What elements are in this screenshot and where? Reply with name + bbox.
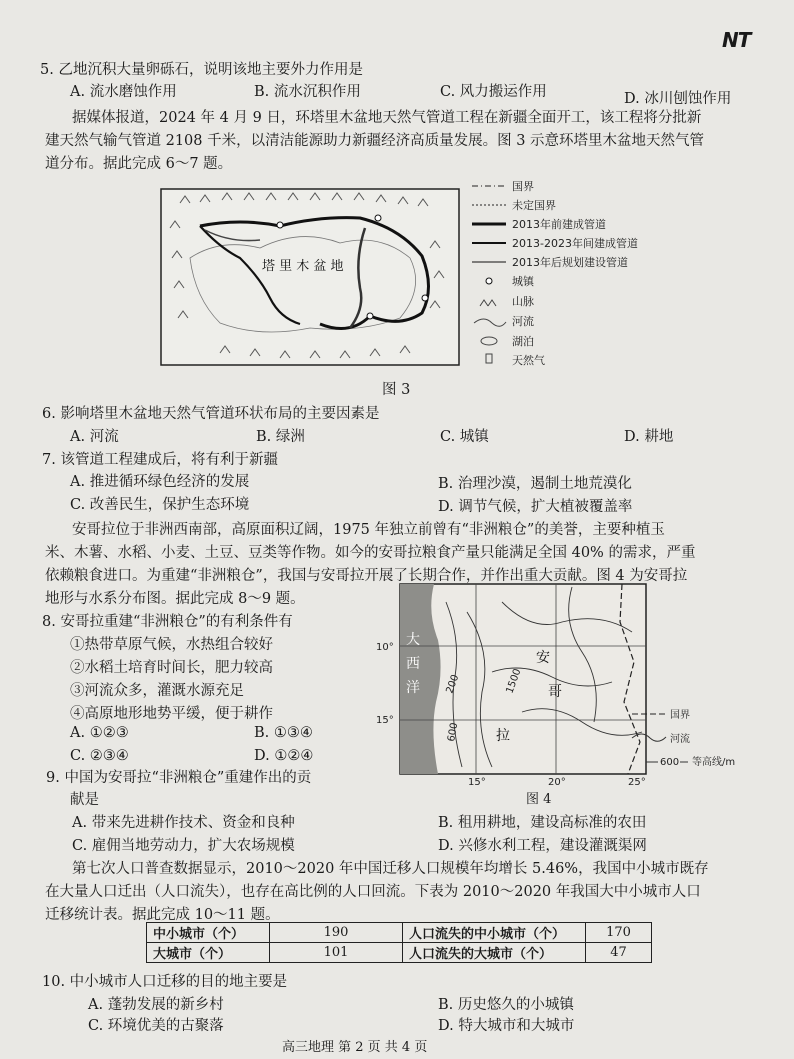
table-cell-label: 人口流失的中小城市（个）	[403, 923, 586, 943]
intro-10-11-line-2: 在大量人口迁出（人口流失），也存在高比例的人口回流。下表为 2010～2020 年我国大中小城市人口	[45, 884, 701, 900]
lat-10-label: 10°	[376, 642, 394, 653]
legend-river-label: 河流	[512, 315, 534, 328]
question-8-stem: 8. 安哥拉重建“非洲粮仓”的有利条件有	[42, 614, 293, 630]
table-cell-label: 大城市（个）	[147, 943, 270, 963]
question-9-stem-line-1: 9. 中国为安哥拉“非洲粮仓”重建作出的贡	[46, 770, 312, 786]
intro-8-9-line-1: 安哥拉位于非洲西南部，高原面积辽阔，1975 年独立前曾有“非洲粮仓”的美誉，主要种植玉	[72, 522, 665, 538]
contour-1500-label: 1500	[504, 667, 524, 696]
table-cell-label: 人口流失的大城市（个）	[403, 943, 586, 963]
table-cell-label: 中小城市（个）	[147, 923, 270, 943]
question-9-stem-line-2: 献是	[70, 792, 99, 808]
q8-item-3: ③河流众多，灌溉水源充足	[70, 683, 244, 699]
q9-option-d: D. 兴修水利工程，建设灌溉渠网	[438, 838, 647, 854]
figure-3-caption: 图 3	[382, 382, 411, 398]
intro-6-7-line-1: 据媒体报道，2024 年 4 月 9 日，环塔里木盆地天然气管道工程在新疆全面开工，该工程将分批新	[72, 110, 702, 126]
figure-3-legend	[470, 178, 660, 370]
question-10-stem: 10. 中小城市人口迁移的目的地主要是	[42, 974, 288, 990]
table-cell-value: 190	[270, 923, 403, 943]
town-symbol	[486, 278, 492, 284]
intro-10-11-line-1: 第七次人口普查数据显示，2010～2020 年中国迁移人口规模年均增长 5.46%，我国中小城市既存	[72, 861, 709, 877]
table-cell-value: 101	[270, 943, 403, 963]
gas-symbol	[486, 354, 492, 363]
intro-8-9-line-3: 依赖粮食进口。为重建“非洲粮仓”，我国与安哥拉开展了长期合作，并作出重大贡献。图 4 为安哥拉	[45, 568, 688, 584]
table-row	[147, 943, 652, 963]
country-label-3: 拉	[496, 728, 510, 744]
river-symbol	[474, 319, 506, 326]
legend-2013-2023-label: 2013-2023年间建成管道	[512, 237, 638, 250]
q5-option-b: B. 流水沉积作用	[254, 84, 361, 100]
fig4-legend-contour-label: 等高线/m	[692, 757, 736, 768]
question-5-stem: 5. 乙地沉积大量卵砾石，说明该地主要外力作用是	[40, 62, 363, 78]
q7-option-a: A. 推进循环绿色经济的发展	[70, 474, 250, 490]
page-footer: 高三地理 第 2 页 共 4 页	[282, 1040, 428, 1055]
figure-3-map	[160, 188, 460, 366]
q8-option-c: C. ②③④	[70, 748, 129, 764]
intro-6-7-line-3: 道分布。据此完成 6～7 题。	[45, 156, 233, 172]
basin-label: 塔 里 木 盆 地	[262, 259, 344, 274]
q8-option-a: A. ①②③	[70, 725, 129, 741]
q9-option-c: C. 雇佣当地劳动力，扩大农场规模	[72, 838, 295, 854]
q6-option-b: B. 绿洲	[256, 429, 305, 445]
q10-option-a: A. 蓬勃发展的新乡村	[88, 997, 224, 1013]
lon-15-label: 15°	[468, 777, 486, 786]
mountain-symbol	[480, 300, 496, 306]
q7-option-d: D. 调节气候，扩大植被覆盖率	[438, 499, 633, 515]
table-row	[147, 923, 652, 943]
table-cell-value: 47	[586, 943, 652, 963]
fig4-river-symbol	[632, 734, 666, 741]
figure-4-map	[372, 582, 654, 786]
q8-item-2: ②水稻土培育时间长，肥力较高	[70, 660, 273, 676]
legend-mountain-label: 山脉	[512, 295, 534, 308]
lon-20-label: 20°	[548, 777, 566, 786]
ocean-label-2: 西	[406, 656, 420, 672]
ocean-label-1: 大	[406, 632, 420, 648]
contour-200-label: 200	[444, 673, 462, 696]
country-label-2: 哥	[548, 684, 562, 700]
table-cell-value: 170	[586, 923, 652, 943]
legend-planned-label: 2013年后规划建设管道	[512, 256, 628, 269]
contour-600-label: 600	[446, 721, 461, 743]
q5-option-c: C. 风力搬运作用	[440, 84, 547, 100]
legend-border-label: 国界	[512, 180, 534, 193]
lat-15-label: 15°	[376, 715, 394, 726]
intro-8-9-line-4: 地形与水系分布图。据此完成 8～9 题。	[45, 591, 305, 607]
q10-option-d: D. 特大城市和大城市	[438, 1018, 575, 1034]
q8-option-b: B. ①③④	[254, 725, 313, 741]
question-7-stem: 7. 该管道工程建成后，将有利于新疆	[42, 452, 278, 468]
q7-option-b: B. 治理沙漠，遏制土地荒漠化	[438, 476, 632, 492]
intro-8-9-line-2: 米、木薯、水稻、小麦、土豆、豆类等作物。如今的安哥拉粮食产量只能满足全国 40% 的需求，严重	[45, 545, 696, 561]
publisher-logo: NT	[722, 28, 751, 52]
fig4-legend-border-label: 国界	[670, 710, 690, 721]
fig4-legend-river-label: 河流	[670, 734, 690, 745]
fig4-legend-contour-value: 600	[660, 757, 680, 768]
ocean-label-3: 洋	[406, 680, 420, 696]
q10-option-b: B. 历史悠久的小城镇	[438, 997, 574, 1013]
q8-option-d: D. ①②④	[254, 748, 314, 764]
city-migration-table	[146, 922, 652, 963]
intro-10-11-line-3: 迁移统计表。据此完成 10～11 题。	[45, 907, 280, 923]
q10-option-c: C. 环境优美的古聚落	[88, 1018, 224, 1034]
q9-option-a: A. 带来先进耕作技术、资金和良种	[72, 815, 295, 831]
legend-lake-label: 湖泊	[512, 335, 534, 348]
legend-town-label: 城镇	[512, 275, 534, 288]
q5-option-a: A. 流水磨蚀作用	[70, 84, 177, 100]
q6-option-a: A. 河流	[70, 429, 119, 445]
q6-option-d: D. 耕地	[624, 429, 674, 445]
q8-item-1: ①热带草原气候，水热组合较好	[70, 637, 273, 653]
q6-option-c: C. 城镇	[440, 429, 489, 445]
lon-25-label: 25°	[628, 777, 646, 786]
legend-undetermined-label: 未定国界	[512, 199, 556, 212]
country-label-1: 安	[536, 650, 550, 666]
lake-symbol	[481, 337, 497, 345]
figure-4-caption: 图 4	[526, 792, 552, 807]
legend-gas-label: 天然气	[512, 354, 545, 367]
legend-pre2013-label: 2013年前建成管道	[512, 218, 606, 231]
question-6-stem: 6. 影响塔里木盆地天然气管道环状布局的主要因素是	[42, 406, 380, 422]
q9-option-b: B. 租用耕地，建设高标准的农田	[438, 815, 647, 831]
q7-option-c: C. 改善民生，保护生态环境	[70, 497, 250, 513]
q8-item-4: ④高原地形地势平缓，便于耕作	[70, 706, 273, 722]
intro-6-7-line-2: 建天然气输气管道 2108 千米，以清洁能源助力新疆经济高质量发展。图 3 示意环塔里木盆地天然气管	[45, 133, 705, 149]
q5-option-d: D. 冰川刨蚀作用	[624, 91, 732, 107]
figure-4-legend	[628, 704, 794, 770]
